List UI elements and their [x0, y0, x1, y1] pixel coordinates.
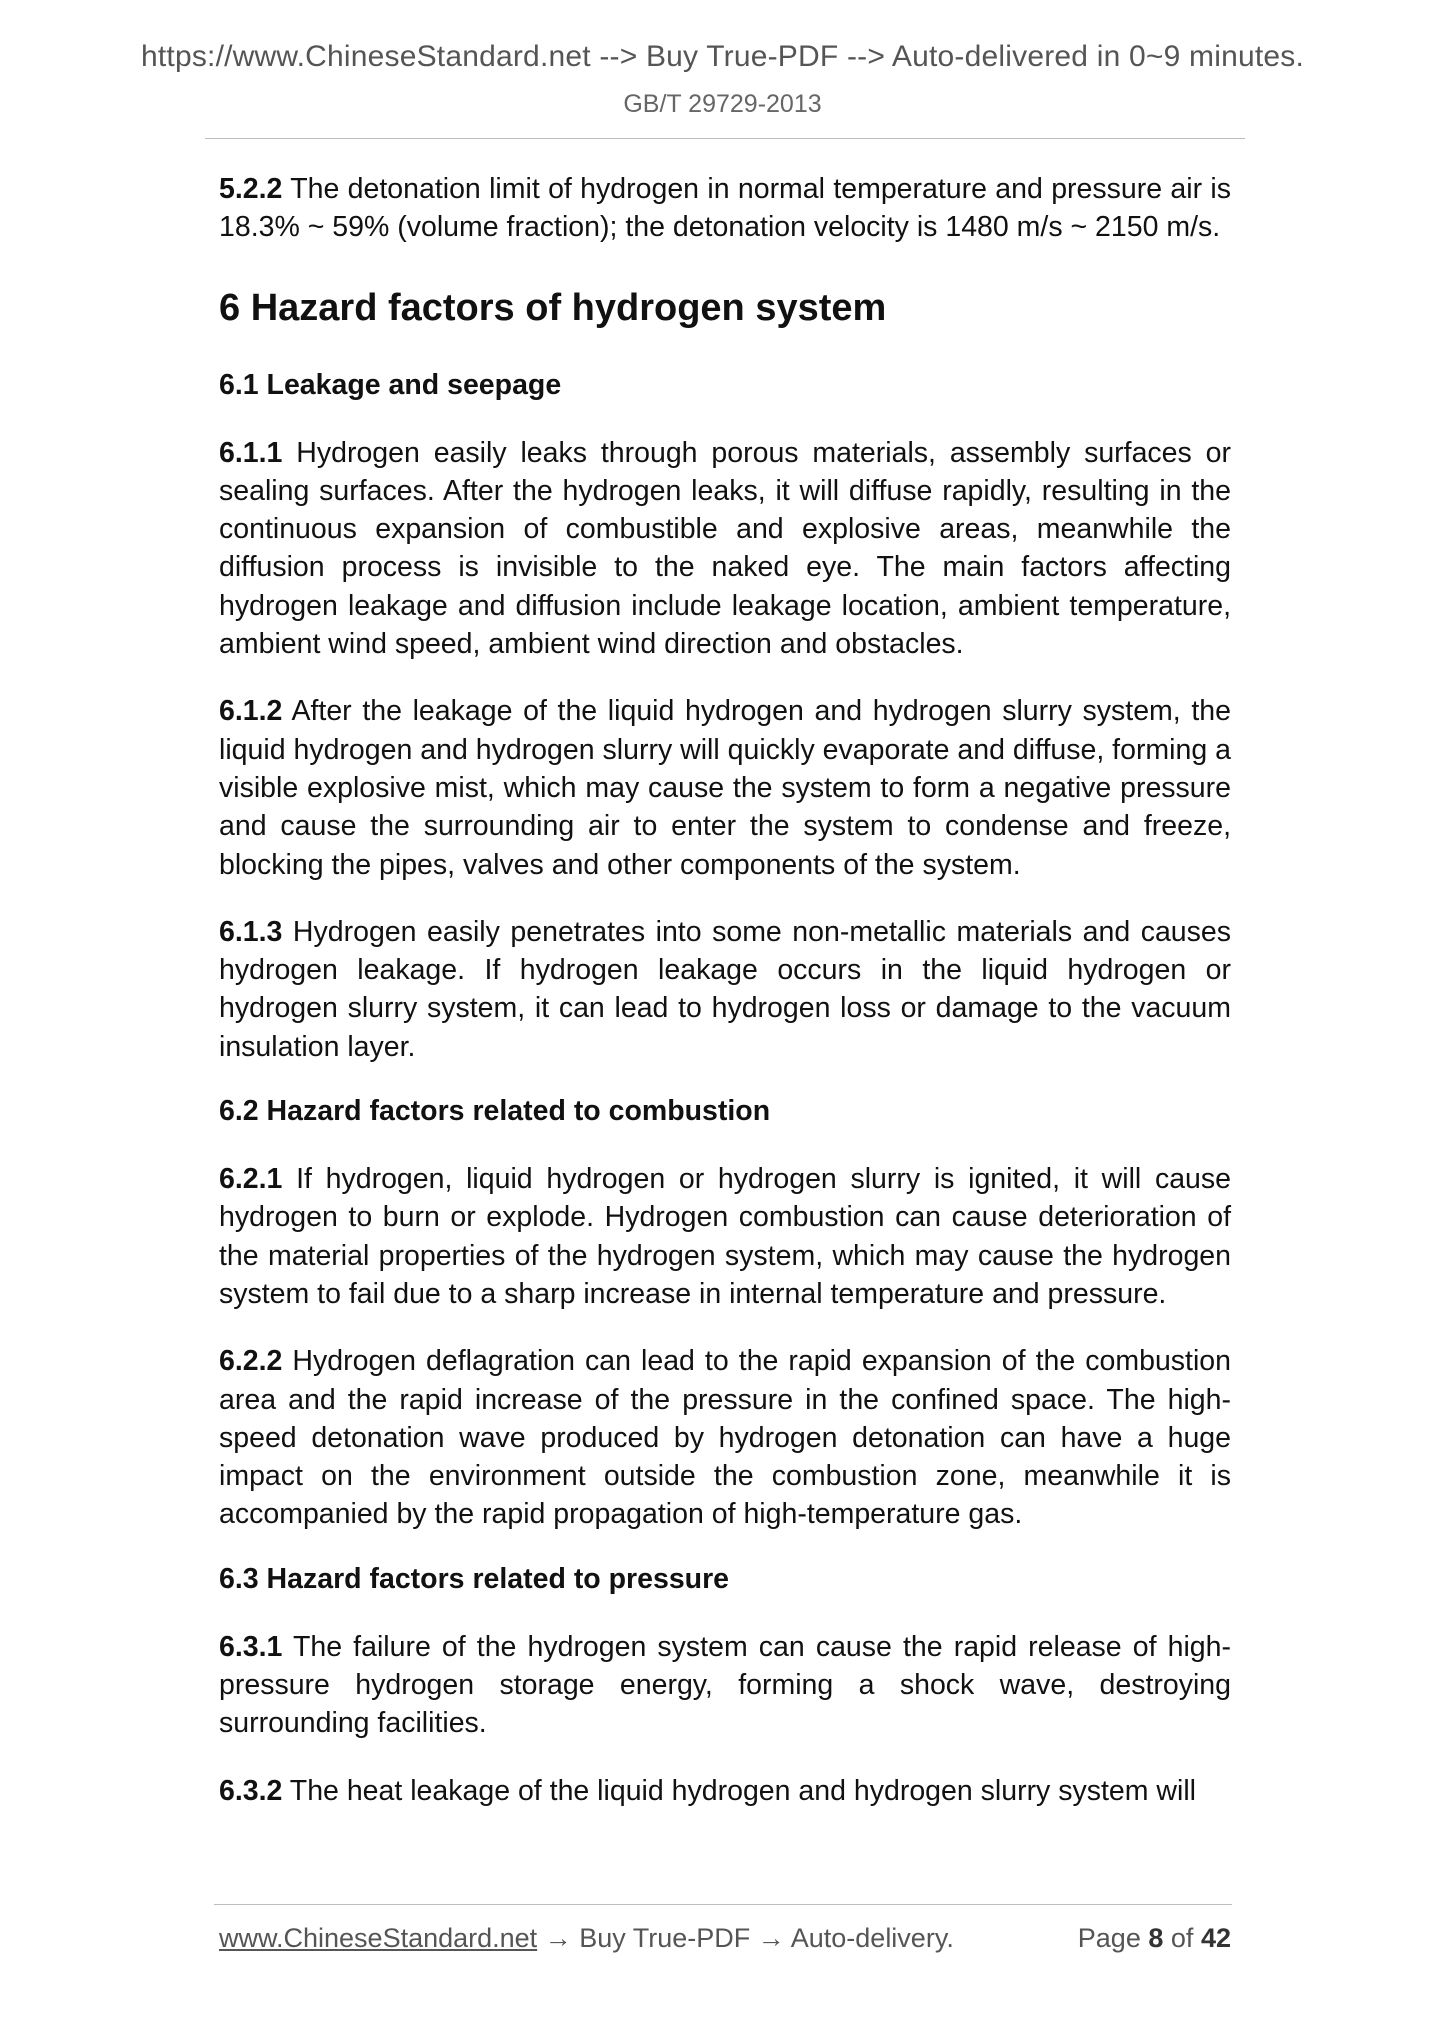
clause-6-3-2	[219, 1772, 1231, 1810]
section-6-2-heading: 6.2 Hazard factors related to combustion	[219, 1095, 771, 1128]
clause-6-3-1	[219, 1628, 1231, 1743]
footer-divider	[214, 1904, 1232, 1905]
page-footer	[219, 1923, 1231, 1959]
header-divider	[205, 138, 1245, 139]
clause-text: After the leakage of the liquid hydrogen and hydrogen slurry system, the liquid hydrogen and hydrogen slurry will quickly evaporate and diffuse, forming a visible explosive mist, which may cause the system to form a negative pressure and cause the surrounding air to enter the system to condense and freeze, blocking the pipes, valves and other components of the system.	[219, 695, 1231, 881]
clause-number: 6.1.1	[219, 436, 283, 469]
chapter-6-heading: 6 Hazard factors of hydrogen system	[219, 286, 887, 329]
clause-number: 6.3.2	[219, 1774, 283, 1807]
header-standard-code: GB/T 29729-2013	[623, 90, 822, 118]
clause-6-2-2	[219, 1342, 1231, 1533]
footer-delivery-note	[219, 1923, 954, 1954]
clause-text: Hydrogen easily leaks through porous materials, assembly surfaces or sealing surfaces. After the hydrogen leaks, it will diffuse rapidly, resulting in the continuous expansion of combustible and explosive areas, meanwhile the diffusion process is invisible to the naked eye. The main factors affecting hydrogen leakage and diffusion include leakage location, ambient temperature, ambient wind speed, ambient wind direction and obstacles.	[219, 436, 1231, 661]
document-body	[219, 170, 1231, 1839]
clause-text: The detonation limit of hydrogen in normal temperature and pressure air is 18.3% ~ 59% (volume fraction); the detonation velocity is 1480 m/s ~ 2150 m/s.	[219, 173, 1231, 244]
header-url-banner[interactable]: https://www.ChineseStandard.net --> Buy True-PDF --> Auto-delivered in 0~9 minutes.	[141, 40, 1304, 73]
clause-text: Hydrogen deflagration can lead to the rapid expansion of the combustion area and the rapid increase of the pressure in the confined space. The high-speed detonation wave produced by hydrogen detonation can have a huge impact on the environment outside the combustion zone, meanwhile it is accompanied by the rapid propagation of high-temperature gas.	[219, 1345, 1231, 1531]
page-label: Page	[1077, 1923, 1141, 1953]
clause-text: If hydrogen, liquid hydrogen or hydrogen slurry is ignited, it will cause hydrogen to burn or explode. Hydrogen combustion can cause deterioration of the material properties of the hydrogen system, which may cause the hydrogen system to fail due to a sharp increase in internal temperature and pressure.	[219, 1163, 1231, 1310]
clause-number: 6.1.2	[219, 695, 283, 728]
current-page-number: 8	[1148, 1923, 1164, 1953]
clause-text: Hydrogen easily penetrates into some non-metallic materials and causes hydrogen leakage. If hydrogen leakage occurs in the liquid hydrogen or hydrogen slurry system, it can lead to hydrogen loss or damage to the vacuum insulation layer.	[219, 915, 1231, 1063]
clause-6-1-3	[219, 913, 1231, 1066]
footer-site-link[interactable]: www.ChineseStandard.net	[219, 1923, 538, 1953]
clause-number: 6.1.3	[219, 915, 283, 948]
clause-number: 6.2.1	[219, 1163, 283, 1196]
clause-6-1-1	[219, 434, 1231, 664]
of-label: of	[1170, 1923, 1194, 1953]
clause-number: 5.2.2	[219, 173, 283, 205]
clause-5-2-2	[219, 170, 1231, 247]
page-indicator	[1078, 1923, 1231, 1954]
clause-text: The heat leakage of the liquid hydrogen and hydrogen slurry system will	[282, 1774, 1196, 1807]
clause-number: 6.3.1	[219, 1630, 283, 1663]
clause-text: The failure of the hydrogen system can cause the rapid release of high-pressure hydrogen storage energy, forming a shock wave, destroying surrounding facilities.	[219, 1630, 1231, 1740]
footer-delivery-text: → Buy True-PDF → Auto-delivery.	[537, 1923, 954, 1953]
clause-6-2-1	[219, 1160, 1231, 1313]
clause-6-1-2	[219, 692, 1231, 883]
total-pages-number: 42	[1200, 1923, 1231, 1953]
clause-number: 6.2.2	[219, 1345, 283, 1378]
section-6-3-heading: 6.3 Hazard factors related to pressure	[219, 1562, 730, 1595]
section-6-1-heading: 6.1 Leakage and seepage	[219, 368, 562, 401]
